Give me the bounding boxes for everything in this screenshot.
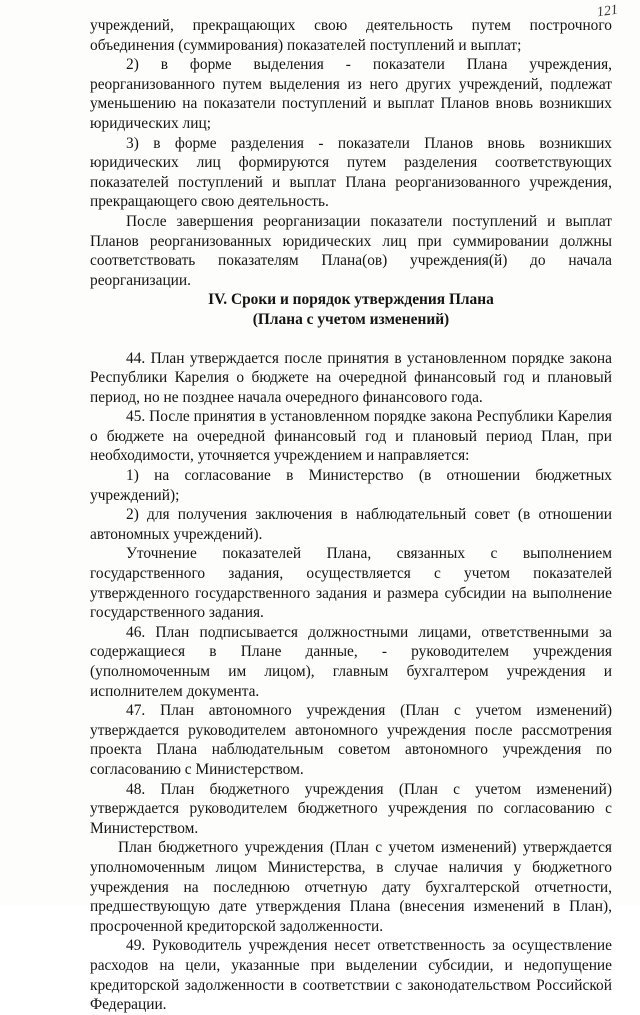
paragraph-44: 44. План утверждается после принятия в установленном порядке закона Республики Карелия о бюджете на очередной финансовый год и плановый период, но не позднее начала очередного финансового года. xyxy=(90,349,612,406)
paragraph-continuation: учреждений, прекращающих свою деятельность путем построчного объединения (суммирования) показателей поступлений и выплат; xyxy=(90,17,612,54)
paragraph-45: 45. После принятия в установленном порядке закона Республики Карелия о бюджете на очередной финансовый год и плановый период План, при необходимости, уточняется учреждением и направляется: xyxy=(90,408,612,465)
paragraph-48-addition: План бюджетного учреждения (План с учетом изменений) утверждается уполномоченным лицом Министерства, в случае наличия у бюджетного учреждения на последнюю отчетную дату бухгалтерской отчетности, предшествующую дате утверждения Плана (внесения изменений в План), просроченной кредиторской задолженности. xyxy=(90,839,612,935)
section-heading xyxy=(90,290,612,329)
paragraph-after-reorganization: После завершения реорганизации показатели поступлений и выплат Планов реорганизованных юридических лиц при суммировании должны соответствовать показателям Плана(ов) учреждения(й) до начала реорганизации. xyxy=(90,212,612,289)
paragraph-reorg-division: 3) в форме разделения - показатели Планов вновь возникших юридических лиц формируются путем разделения соответствующих показателей поступлений и выплат Плана реорганизованного учреждения, прекращающего свою деятельность. xyxy=(90,134,612,211)
document-body xyxy=(90,16,612,1015)
paragraph-45-item-2: 2) для получения заключения в наблюдательный совет (в отношении автономных учреждений). xyxy=(90,506,612,543)
paragraph-47: 47. План автономного учреждения (План с учетом изменений) утверждается руководителем автономного учреждения после рассмотрения проекта Плана наблюдательным советом автономного учреждения по согласованию с Министерством. xyxy=(90,702,612,778)
paragraph-48: 48. План бюджетного учреждения (План с учетом изменений) утверждается руководителем бюджетного учреждения по согласованию с Министерством. xyxy=(90,780,612,837)
paragraph-45-item-1: 1) на согласование в Министерство (в отношении бюджетных учреждений); xyxy=(90,467,612,504)
paragraph-reorg-separation: 2) в форме выделения - показатели Плана учреждения, реорганизованного путем выделения из него других учреждений, подлежат уменьшению на показатели поступлений и выплат Планов вновь возникших юридических лиц; xyxy=(90,56,612,132)
paragraph-clarification: Уточнение показателей Плана, связанных с выполнением государственного задания, осуществляется с учетом показателей утвержденного государственного задания и размера субсидии на выполнение государственного задания. xyxy=(90,545,612,622)
paragraph-46: 46. План подписывается должностными лицами, ответственными за содержащиеся в Плане данные, - руководителем учреждения (уполномоченным им лицом), главным бухгалтером учреждения и исполнителем документа. xyxy=(90,623,612,700)
page-number: 121 xyxy=(595,2,619,21)
paragraph-49: 49. Руководитель учреждения несет ответственность за осуществление расходов на цели, указанные при выделении субсидии, и недопущение кредиторской задолженности в соответствии с законодательством Российской Федерации. xyxy=(90,937,612,1014)
section-title-line2: (Плана с учетом изменений) xyxy=(252,310,450,328)
section-title-line1: IV. Сроки и порядок утверждения Плана xyxy=(208,291,494,309)
